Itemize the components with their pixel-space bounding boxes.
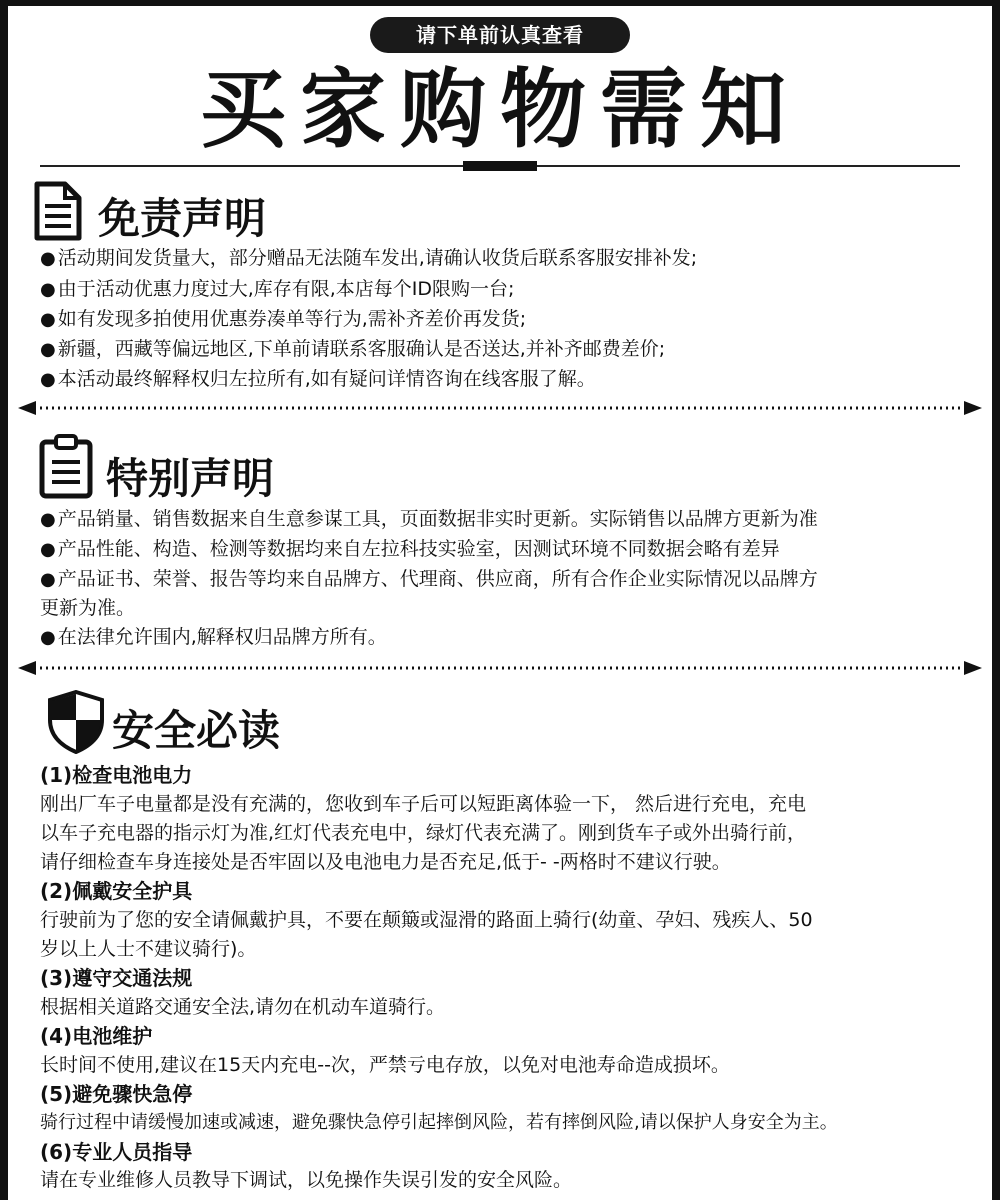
shield-icon — [48, 690, 104, 754]
safety-text: 请仔细检查车身连接处是否牢固以及电池电力是否充足,低于- -两格时不建议行驶。 — [40, 851, 731, 873]
page-title: 买家购物需知 — [200, 60, 800, 160]
safety-text: 骑行过程中请缓慢加速或减速，避免骤快急停引起摔倒风险，若有摔倒风险,请以保护人身安全为主。 — [40, 1112, 838, 1133]
bullet-icon: ● — [40, 509, 56, 530]
disclaimer-text: 新疆，西藏等偏远地区,下单前请联系客服确认是否送达,并补齐邮费差价; — [57, 338, 666, 360]
bullet-icon: ● — [40, 369, 56, 390]
disclaimer-text: 本活动最终解释权归左拉所有,如有疑问详情咨询在线客服了解。 — [57, 368, 596, 390]
bullet-icon: ● — [40, 309, 56, 330]
clipboard-icon — [38, 432, 94, 500]
safety-title: 安全必读 — [112, 706, 281, 755]
bullet-icon: ● — [40, 248, 56, 269]
safety-heading: (6)专业人员指导 — [40, 1140, 193, 1164]
special-item — [40, 505, 818, 534]
safety-text: 岁以上人士不建议骑行)。 — [40, 938, 257, 960]
special-text: 产品证书、荣誉、报告等均来自品牌方、代理商、供应商，所有合作企业实际情况以品牌方 — [57, 568, 818, 590]
document-icon — [33, 180, 83, 242]
disclaimer-item — [40, 365, 596, 394]
dotted-divider — [18, 400, 982, 416]
safety-heading: (4)电池维护 — [40, 1024, 153, 1048]
safety-heading: (2)佩戴安全护具 — [40, 879, 193, 903]
safety-text: 行驶前为了您的安全请佩戴护具，不要在颠簸或湿滑的路面上骑行(幼童、孕妇、残疾人、50 — [40, 909, 813, 931]
safety-heading: (1)检查电池电力 — [40, 763, 193, 787]
special-title: 特别声明 — [106, 454, 275, 503]
disclaimer-item — [40, 305, 526, 334]
safety-text: 以车子充电器的指示灯为准,红灯代表充电中，绿灯代表充满了。刚到货车子或外出骑行前， — [40, 822, 807, 844]
disclaimer-title: 免责声明 — [98, 194, 267, 243]
special-item — [40, 535, 780, 564]
disclaimer-text: 如有发现多拍使用优惠券凑单等行为,需补齐差价再发货; — [57, 308, 527, 330]
safety-text: 长时间不使用,建议在15天内充电--次，严禁亏电存放，以免对电池寿命造成损坏。 — [40, 1054, 730, 1076]
special-item — [40, 623, 387, 652]
safety-text: 请在专业维修人员教导下调试，以免操作失误引发的安全风险。 — [40, 1169, 573, 1191]
disclaimer-text: 活动期间发货量大，部分赠品无法随车发出,请确认收货后联系客服安排补发; — [57, 247, 698, 269]
special-item-continued: 更新为准。 — [40, 597, 136, 619]
disclaimer-item — [40, 335, 665, 364]
bullet-icon: ● — [40, 539, 56, 560]
special-text: 在法律允许围内,解释权归品牌方所有。 — [57, 626, 387, 648]
safety-heading: (5)避免骤快急停 — [40, 1082, 193, 1106]
special-item — [40, 565, 818, 594]
safety-text: 根据相关道路交通安全法,请勿在机动车道骑行。 — [40, 996, 446, 1018]
disclaimer-text: 由于活动优惠力度过大,库存有限,本店每个ID限购一台; — [57, 278, 515, 300]
dotted-divider — [18, 660, 982, 676]
safety-text: 刚出厂车子电量都是没有充满的，您收到车子后可以短距离体验一下， 然后进行充电，充电 — [40, 793, 807, 815]
bullet-icon: ● — [40, 627, 56, 648]
bullet-icon: ● — [40, 339, 56, 360]
bullet-icon: ● — [40, 279, 56, 300]
disclaimer-item — [40, 244, 697, 273]
special-text: 产品性能、构造、检测等数据均来自左拉科技实验室，因测试环境不同数据会略有差异 — [57, 538, 780, 560]
special-text: 产品销量、销售数据来自生意参谋工具，页面数据非实时更新。实际销售以品牌方更新为准 — [57, 508, 818, 530]
safety-heading: (3)遵守交通法规 — [40, 966, 193, 990]
bullet-icon: ● — [40, 569, 56, 590]
disclaimer-item — [40, 275, 514, 304]
title-rule-accent — [463, 161, 537, 171]
banner-pill: 请下单前认真查看 — [370, 17, 630, 53]
